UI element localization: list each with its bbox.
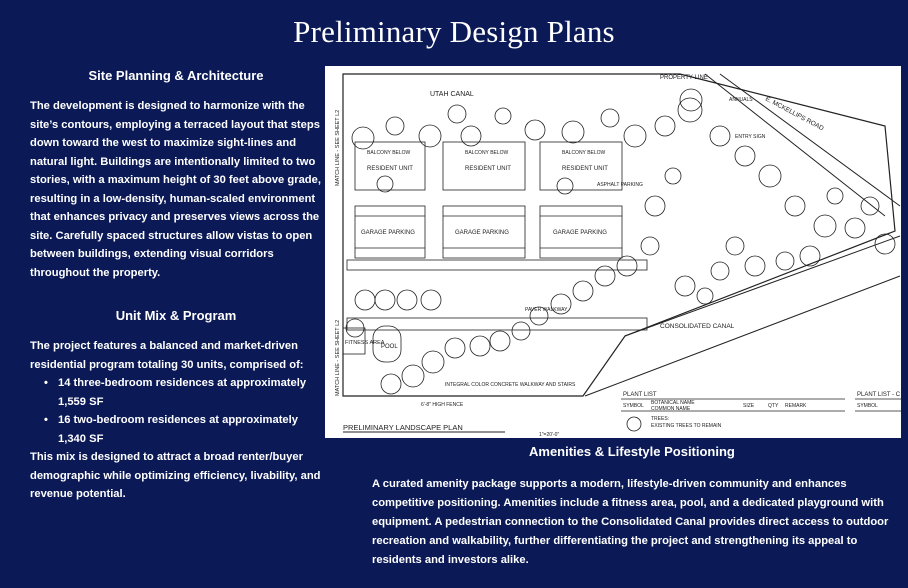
garage-parking-label: GARAGE PARKING xyxy=(361,230,415,236)
balcony-label: BALCONY BELOW xyxy=(562,150,606,156)
resident-unit-label: RESIDENT UNIT xyxy=(465,166,511,172)
symbol-header: SYMBOL xyxy=(623,403,644,409)
remark-header: REMARK xyxy=(785,403,807,409)
plant-list-label: PLANT LIST - C xyxy=(857,392,901,398)
qty-header: QTY xyxy=(768,403,779,409)
garage-parking-label: GARAGE PARKING xyxy=(455,230,509,236)
utah-canal-label: UTAH CANAL xyxy=(430,91,474,98)
property-line-label: PROPERTY LINE xyxy=(660,75,708,81)
building-2 xyxy=(443,142,525,258)
list-item: • 14 three-bedroom residences at approximately 1,559 SF xyxy=(44,374,322,411)
trees-label: TREES: xyxy=(651,416,670,422)
mckellips-road-label: E. MCKELLIPS ROAD xyxy=(764,95,825,133)
fence-label: 6'-8" HIGH FENCE xyxy=(421,402,464,408)
match-line-label: MATCH LINE - SEE SHEET L2 xyxy=(335,109,341,186)
canal-label: CONSOLIDATED CANAL xyxy=(660,323,735,330)
balcony-label: BALCONY BELOW xyxy=(465,150,509,156)
balcony-label: BALCONY BELOW xyxy=(367,150,411,156)
plan-title: PRELIMINARY LANDSCAPE PLAN xyxy=(343,423,463,432)
unit-mix-intro: The project features a balanced and market-driven residential program totaling 30 units, comprised of: xyxy=(30,340,304,371)
scale-label: 1"=20'-0" xyxy=(539,432,560,438)
site-planning-body: The development is designed to harmonize with the site’s contours, employing a terraced layout that steps down toward the west to maximize sight-lines and natural light. Buildings are intentionally limited to two stories, with a maximum height of 30 feet above grade, resulting in a low-density, human-scaled environment that enhances privacy and preserves views across the site. Carefully spaced structures allow vistas to open between buildings, extending visual corridors throughout the property. xyxy=(30,100,321,279)
unit-mix-section xyxy=(30,308,322,504)
list-item: • 16 two-bedroom residences at approximately 1,340 SF xyxy=(44,411,322,448)
match-line-label: MATCH LINE - SEE SHEET L2 xyxy=(335,319,341,396)
existing-trees-label: EXISTING TREES TO REMAIN xyxy=(651,423,722,429)
unit-mix-outro: This mix is designed to attract a broad renter/buyer demographic while optimizing efficiency, livability, and revenue potential. xyxy=(30,451,321,500)
left-column xyxy=(30,68,322,504)
amenities-body: A curated amenity package supports a modern, lifestyle-driven community and enhances competitive positioning. Amenities include a fitness area, pool, and a dedicated playground with equipment. A pedestrian connection to the Consolidated Canal provides direct access to outdoor recreation and walkability, further differentiating the project and strengthening its appeal to residents and investors alike. xyxy=(372,478,889,566)
landscape-plan xyxy=(325,66,901,438)
symbol-header: SYMBOL xyxy=(857,403,878,409)
asphalt-label: ASPHALT PARKING xyxy=(597,182,643,188)
building-1 xyxy=(355,142,425,258)
botanical-header: BOTANICAL NAME xyxy=(651,400,695,406)
site-planning-heading: Site Planning & Architecture xyxy=(88,68,264,83)
amenities-section xyxy=(372,444,892,570)
tree-group xyxy=(346,89,895,394)
pool-label: POOL xyxy=(381,344,398,350)
plant-list-table xyxy=(621,392,901,431)
common-header: COMMON NAME xyxy=(651,406,691,412)
walkway-label: INTEGRAL COLOR CONCRETE WALKWAY AND STAIRS xyxy=(445,382,576,388)
building-3 xyxy=(540,142,622,258)
plant-list-label: PLANT LIST xyxy=(623,392,657,398)
size-header: SIZE xyxy=(743,403,755,409)
annuals-label: ANNUALS xyxy=(729,97,753,103)
paver-label: PAVER WALKWAY xyxy=(525,307,568,313)
unit-mix-heading: Unit Mix & Program xyxy=(115,308,237,323)
amenities-heading: Amenities & Lifestyle Positioning xyxy=(529,444,735,459)
page-title: Preliminary Design Plans xyxy=(293,14,615,49)
resident-unit-label: RESIDENT UNIT xyxy=(562,166,608,172)
fitness-label: FITNESS AREA xyxy=(345,340,385,346)
entry-sign-label: ENTRY SIGN xyxy=(735,134,766,140)
garage-parking-label: GARAGE PARKING xyxy=(553,230,607,236)
resident-unit-label: RESIDENT UNIT xyxy=(367,166,413,172)
unit-mix-list xyxy=(44,374,322,448)
